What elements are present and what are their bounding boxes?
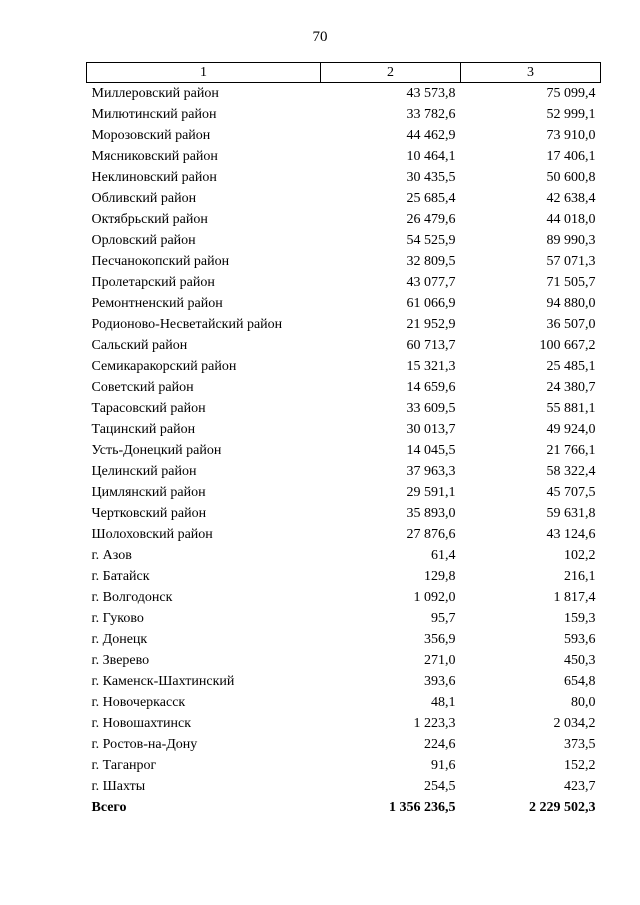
value-col-2: 10 464,1 (406, 149, 456, 164)
value-col-2: 1 092,0 (413, 590, 456, 605)
district-name: г. Гуково (91, 611, 144, 626)
value-col-3: 59 631,8 (546, 506, 596, 521)
value-col-2: 61,4 (431, 548, 456, 563)
value-col-2: 21 952,9 (406, 317, 456, 332)
value-col-3: 73 910,0 (546, 128, 596, 143)
value-col-3: 55 881,1 (546, 401, 596, 416)
value-col-3: 50 600,8 (546, 170, 596, 185)
value-col-3: 36 507,0 (546, 317, 596, 332)
value-col-2: 60 713,7 (406, 338, 456, 353)
value-col-3: 42 638,4 (546, 191, 596, 206)
value-col-2: 393,6 (424, 674, 456, 689)
district-name: Орловский район (91, 233, 196, 248)
value-col-2: 33 782,6 (406, 107, 456, 122)
value-col-2: 37 963,3 (406, 464, 456, 479)
table-row (87, 104, 601, 125)
district-name: Шолоховский район (91, 527, 213, 542)
table-row (87, 713, 601, 734)
table-row (87, 755, 601, 776)
table-row (87, 650, 601, 671)
value-col-3: 43 124,6 (546, 527, 596, 542)
total-row (87, 797, 601, 818)
district-name: Тацинский район (91, 422, 196, 437)
table-row (87, 335, 601, 356)
value-col-2: 61 066,9 (406, 296, 456, 311)
value-col-2: 91,6 (431, 758, 456, 773)
table-row (87, 230, 601, 251)
district-name: Сальский район (91, 338, 188, 353)
value-col-2: 14 659,6 (406, 380, 456, 395)
district-name: Мясниковский район (91, 149, 218, 164)
value-col-3: 17 406,1 (546, 149, 596, 164)
district-name: Целинский район (91, 464, 197, 479)
value-col-3: 25 485,1 (546, 359, 596, 374)
value-col-3: 24 380,7 (546, 380, 596, 395)
value-col-3: 49 924,0 (546, 422, 596, 437)
table-row (87, 503, 601, 524)
total-label: Всего (91, 800, 127, 815)
column-header-1: 1 (87, 63, 321, 83)
value-col-2: 95,7 (431, 611, 456, 626)
table-row (87, 125, 601, 146)
table-row (87, 419, 601, 440)
district-name: г. Ростов-на-Дону (91, 737, 198, 752)
value-col-2: 35 893,0 (406, 506, 456, 521)
value-col-2: 30 435,5 (406, 170, 456, 185)
value-col-3: 152,2 (564, 758, 596, 773)
district-name: г. Зверево (91, 653, 150, 668)
value-col-2: 14 045,5 (406, 443, 456, 458)
table-row (87, 146, 601, 167)
value-col-3: 44 018,0 (546, 212, 596, 227)
table-row (87, 377, 601, 398)
value-col-2: 54 525,9 (406, 233, 456, 248)
district-name: Миллеровский район (91, 86, 219, 101)
table-row (87, 398, 601, 419)
value-col-3: 71 505,7 (546, 275, 596, 290)
district-name: Чертковский район (91, 506, 207, 521)
district-name: Пролетарский район (91, 275, 215, 290)
district-name: Милютинский район (91, 107, 217, 122)
value-col-3: 89 990,3 (546, 233, 596, 248)
value-col-3: 423,7 (564, 779, 596, 794)
value-col-3: 2 034,2 (553, 716, 596, 731)
value-col-3: 102,2 (564, 548, 596, 563)
table-row (87, 272, 601, 293)
table-row (87, 671, 601, 692)
table-row (87, 734, 601, 755)
table-header-row (87, 63, 601, 83)
district-name: г. Азов (91, 548, 132, 563)
total-col-3: 2 229 502,3 (529, 800, 596, 815)
district-name: г. Батайск (91, 569, 150, 584)
value-col-2: 1 223,3 (413, 716, 456, 731)
district-name: Октябрьский район (91, 212, 208, 227)
table-row (87, 524, 601, 545)
value-col-3: 654,8 (564, 674, 596, 689)
table-row (87, 440, 601, 461)
value-col-2: 15 321,3 (406, 359, 456, 374)
total-col-2: 1 356 236,5 (389, 800, 456, 815)
table-row (87, 293, 601, 314)
district-name: Семикаракорский район (91, 359, 237, 374)
value-col-2: 129,8 (424, 569, 456, 584)
value-col-3: 100 667,2 (539, 338, 596, 353)
data-table (86, 62, 601, 818)
value-col-3: 373,5 (564, 737, 596, 752)
value-col-3: 80,0 (571, 695, 596, 710)
value-col-3: 75 099,4 (546, 86, 596, 101)
value-col-2: 26 479,6 (406, 212, 456, 227)
table-row (87, 776, 601, 797)
value-col-2: 254,5 (424, 779, 456, 794)
value-col-2: 43 573,8 (406, 86, 456, 101)
value-col-3: 45 707,5 (546, 485, 596, 500)
district-name: г. Донецк (91, 632, 148, 647)
value-col-2: 48,1 (431, 695, 456, 710)
district-name: Песчанокопский район (91, 254, 230, 269)
district-name: Усть-Донецкий район (91, 443, 222, 458)
value-col-3: 450,3 (564, 653, 596, 668)
district-name: Морозовский район (91, 128, 211, 143)
value-col-2: 271,0 (424, 653, 456, 668)
table-row (87, 692, 601, 713)
value-col-2: 33 609,5 (406, 401, 456, 416)
district-name: Родионово-Несветайский район (91, 317, 283, 332)
table-row (87, 188, 601, 209)
table-row (87, 167, 601, 188)
value-col-2: 29 591,1 (406, 485, 456, 500)
value-col-3: 1 817,4 (553, 590, 596, 605)
table-row (87, 587, 601, 608)
table-row (87, 83, 601, 105)
district-name: Неклиновский район (91, 170, 217, 185)
table-row (87, 482, 601, 503)
district-name: Обливский район (91, 191, 197, 206)
district-name: г. Новочеркасск (91, 695, 186, 710)
table-row (87, 356, 601, 377)
district-name: г. Волгодонск (91, 590, 173, 605)
value-col-2: 224,6 (424, 737, 456, 752)
table-row (87, 629, 601, 650)
table-row (87, 209, 601, 230)
page-number: 70 (312, 29, 328, 45)
column-header-2: 2 (321, 63, 461, 83)
value-col-2: 30 013,7 (406, 422, 456, 437)
value-col-3: 216,1 (564, 569, 596, 584)
value-col-3: 58 322,4 (546, 464, 596, 479)
table-row (87, 545, 601, 566)
table-body (87, 83, 601, 819)
value-col-2: 356,9 (424, 632, 456, 647)
value-col-3: 159,3 (564, 611, 596, 626)
value-col-2: 44 462,9 (406, 128, 456, 143)
table-row (87, 314, 601, 335)
district-name: г. Новошахтинск (91, 716, 192, 731)
table-row (87, 608, 601, 629)
column-header-3: 3 (461, 63, 601, 83)
table-row (87, 566, 601, 587)
district-name: г. Шахты (91, 779, 146, 794)
table-row (87, 461, 601, 482)
table-row (87, 251, 601, 272)
value-col-3: 21 766,1 (546, 443, 596, 458)
value-col-2: 43 077,7 (406, 275, 456, 290)
district-name: г. Каменск-Шахтинский (91, 674, 235, 689)
district-name: Ремонтненский район (91, 296, 223, 311)
district-name: г. Таганрог (91, 758, 157, 773)
value-col-3: 94 880,0 (546, 296, 596, 311)
district-name: Цимлянский район (91, 485, 206, 500)
value-col-2: 25 685,4 (406, 191, 456, 206)
district-name: Советский район (91, 380, 194, 395)
district-name: Тарасовский район (91, 401, 206, 416)
value-col-3: 593,6 (564, 632, 596, 647)
value-col-2: 32 809,5 (406, 254, 456, 269)
value-col-3: 52 999,1 (546, 107, 596, 122)
value-col-3: 57 071,3 (546, 254, 596, 269)
value-col-2: 27 876,6 (406, 527, 456, 542)
